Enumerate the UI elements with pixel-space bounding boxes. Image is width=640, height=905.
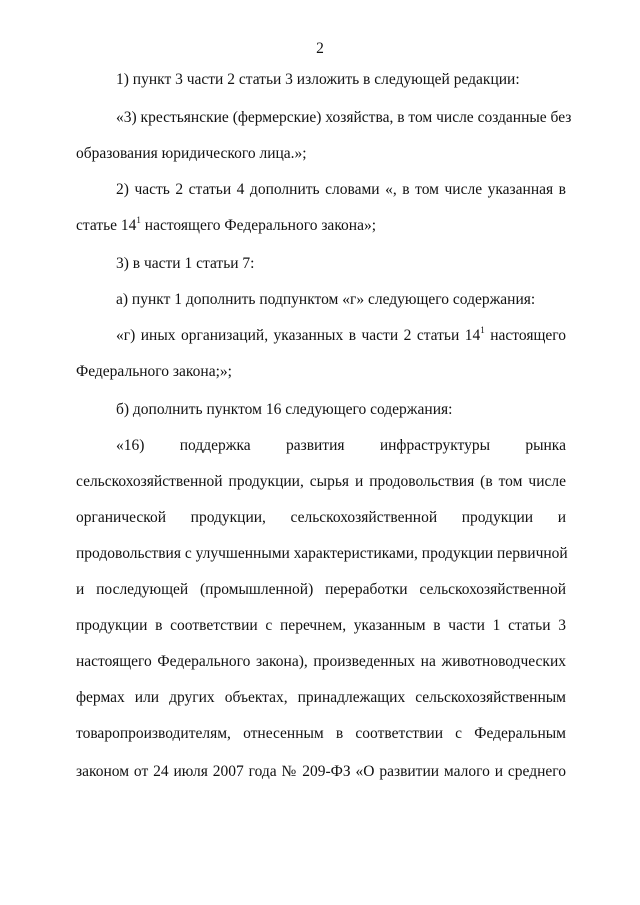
text-line: продовольствия с улучшенными характеристиками, продукции первичной xyxy=(76,545,568,562)
text-line xyxy=(116,326,566,346)
text-line: б) дополнить пунктом 16 следующего содержания: xyxy=(116,401,453,418)
text-line: а) пункт 1 дополнить подпунктом «г» следующего содержания: xyxy=(116,291,536,308)
text-fragment: статье 14 xyxy=(76,217,137,234)
text-line: фермах или других объектах, принадлежащих сельскохозяйственным xyxy=(76,689,566,706)
text-line: органической продукции, сельскохозяйственной продукции и xyxy=(76,509,566,526)
text-line xyxy=(76,216,566,236)
text-line: образования юридического лица.»; xyxy=(76,145,307,162)
page-number: 2 xyxy=(316,40,324,57)
text-line: «16) поддержка развития инфраструктуры рынка xyxy=(116,437,566,454)
text-fragment: «г) иных организаций, указанных в части 2 статьи 14 xyxy=(116,327,481,344)
text-fragment: настоящего Федерального закона»; xyxy=(140,217,377,234)
text-line: продукции в соответствии с перечнем, указанным в части 1 статьи 3 xyxy=(76,617,566,634)
text-line: Федерального закона;»; xyxy=(76,363,232,380)
text-line: товаропроизводителям, отнесенным в соответствии с Федеральным xyxy=(76,725,566,742)
text-line: сельскохозяйственной продукции, сырья и продовольствия (в том числе xyxy=(76,473,566,490)
superscript: 1 xyxy=(480,325,485,335)
superscript: 1 xyxy=(136,215,141,225)
text-line: законом от 24 июля 2007 года № 209-ФЗ «О развитии малого и среднего xyxy=(76,763,566,780)
text-line: 1) пункт 3 части 2 статьи 3 изложить в следующей редакции: xyxy=(116,71,520,88)
text-line: 2) часть 2 статьи 4 дополнить словами «, в том числе указанная в xyxy=(116,181,566,198)
text-line: и последующей (промышленной) переработки сельскохозяйственной xyxy=(76,581,566,598)
text-line: настоящего Федерального закона), произведенных на животноводческих xyxy=(76,653,566,670)
text-line: «3) крестьянские (фермерские) хозяйства, в том числе созданные без xyxy=(116,109,572,126)
text-line: 3) в части 1 статьи 7: xyxy=(116,255,255,272)
text-fragment: настоящего xyxy=(484,327,566,344)
